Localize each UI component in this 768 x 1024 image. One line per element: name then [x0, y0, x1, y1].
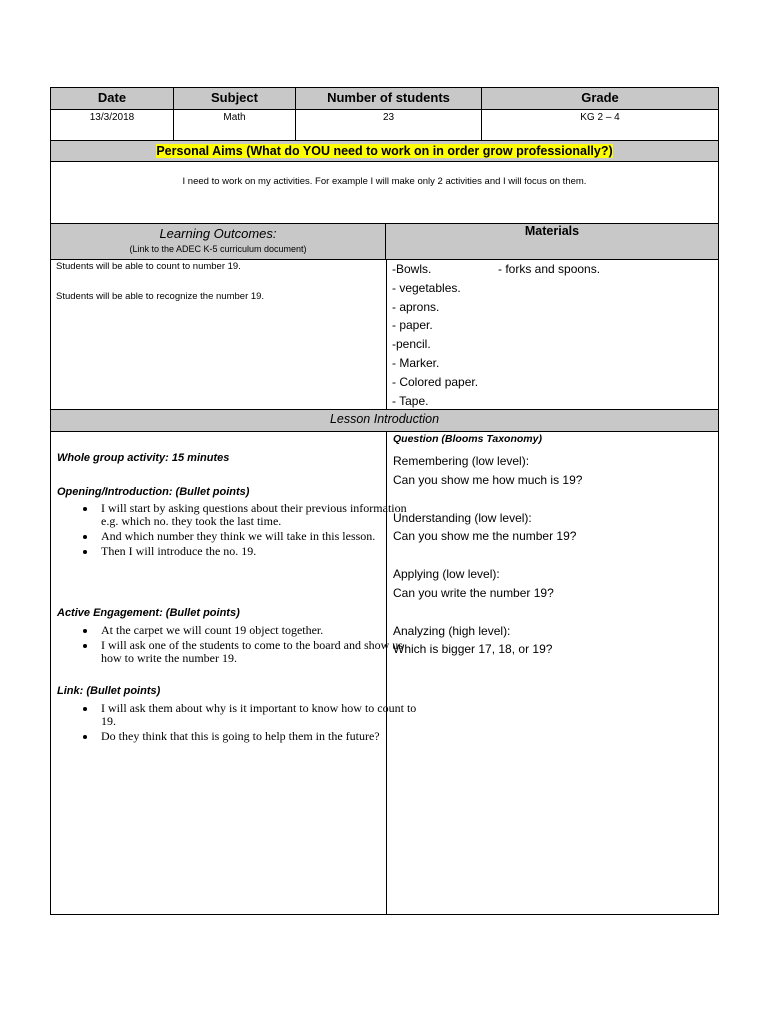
grade-value: KG 2 – 4: [580, 112, 620, 123]
analyzing-question: Which is bigger 17, 18, or 19?: [393, 642, 553, 656]
applying-question: Can you write the number 19?: [393, 586, 554, 600]
list-item: • Then I will introduce the no. 19.: [97, 545, 422, 558]
engagement-list: [51, 624, 422, 665]
learning-outcome-item: Students will be able to count to number 19.: [56, 261, 241, 272]
learning-outcomes-list: [56, 261, 381, 406]
learning-outcome-item: Students will be able to recognize the number 19.: [56, 291, 265, 302]
personal-aims-title: Personal Aims (What do YOU need to work on in order grow professionally?): [156, 144, 613, 158]
values-row: [51, 110, 718, 140]
lesson-plan-table: [50, 87, 719, 915]
subject-value: Math: [174, 110, 296, 140]
personal-aims-text: I need to work on my activities. For example I will make only 2 activities and I will focus on them.: [182, 176, 587, 187]
list-item: • I will ask them about why is it important to know how to count to 19.: [97, 702, 422, 728]
col-students-header: Number of students: [296, 88, 482, 109]
analyzing-label: Analyzing (high level):: [393, 624, 511, 638]
outcomes-materials-header: [51, 224, 718, 259]
opening-title: Opening/Introduction: (Bullet points): [57, 486, 250, 498]
opening-list: [51, 502, 422, 558]
material-item: - Tape.: [392, 393, 429, 408]
header-row: [51, 88, 718, 109]
material-item: - paper.: [392, 318, 433, 333]
column-divider: [386, 260, 387, 409]
list-item: • I will ask one of the students to come to the board and show us how to write the number 19.: [97, 639, 422, 665]
list-item: • Do they think that this is going to help them in the future?: [97, 730, 422, 743]
whole-group-activity: Whole group activity: 15 minutes: [57, 452, 230, 464]
lesson-intro-right: [393, 432, 713, 912]
list-item: • And which number they think we will take in this lesson.: [97, 530, 422, 543]
material-item: - aprons.: [392, 299, 440, 314]
applying-label: Applying (low level):: [393, 567, 500, 581]
engagement-title: Active Engagement: (Bullet points): [57, 607, 240, 619]
list-item: • I will start by asking questions about their previous information e.g. which no. they took the last time.: [97, 502, 422, 528]
remembering-label: Remembering (low level):: [393, 454, 530, 468]
materials-list: [392, 260, 712, 409]
understanding-label: Understanding (low level):: [393, 511, 532, 525]
materials-first-row: [392, 260, 712, 279]
materials-header: Materials: [524, 224, 580, 238]
list-item: • At the carpet we will count 19 object together.: [97, 624, 422, 637]
lesson-intro-left: [57, 432, 417, 912]
personal-aims-header: [51, 141, 718, 161]
link-title: Link: (Bullet points): [57, 685, 161, 697]
learning-outcomes-title: Learning Outcomes:: [159, 226, 277, 241]
col-grade-header: Grade: [581, 90, 619, 105]
learning-outcomes-subtitle: (Link to the ADEC K-5 curriculum document): [129, 244, 307, 254]
remembering-question: Can you show me how much is 19?: [393, 473, 583, 487]
understanding-question: Can you show me the number 19?: [393, 529, 577, 543]
material-item: - vegetables.: [392, 280, 461, 295]
learning-outcomes-header: [51, 224, 386, 259]
material-item: - Colored paper.: [392, 374, 479, 389]
material-item: - forks and spoons.: [498, 262, 601, 276]
material-item: -Bowls.: [392, 262, 432, 276]
date-value: 13/3/2018: [51, 110, 174, 140]
material-item: - Marker.: [392, 355, 440, 370]
material-item: -pencil.: [392, 337, 431, 352]
col-date-header: Date: [51, 88, 174, 109]
questions-title: Question (Blooms Taxonomy): [393, 433, 542, 445]
col-subject-header: Subject: [174, 88, 296, 109]
link-list: [51, 702, 422, 743]
students-value: 23: [296, 110, 482, 140]
lesson-introduction-header: Lesson Introduction: [51, 410, 718, 431]
